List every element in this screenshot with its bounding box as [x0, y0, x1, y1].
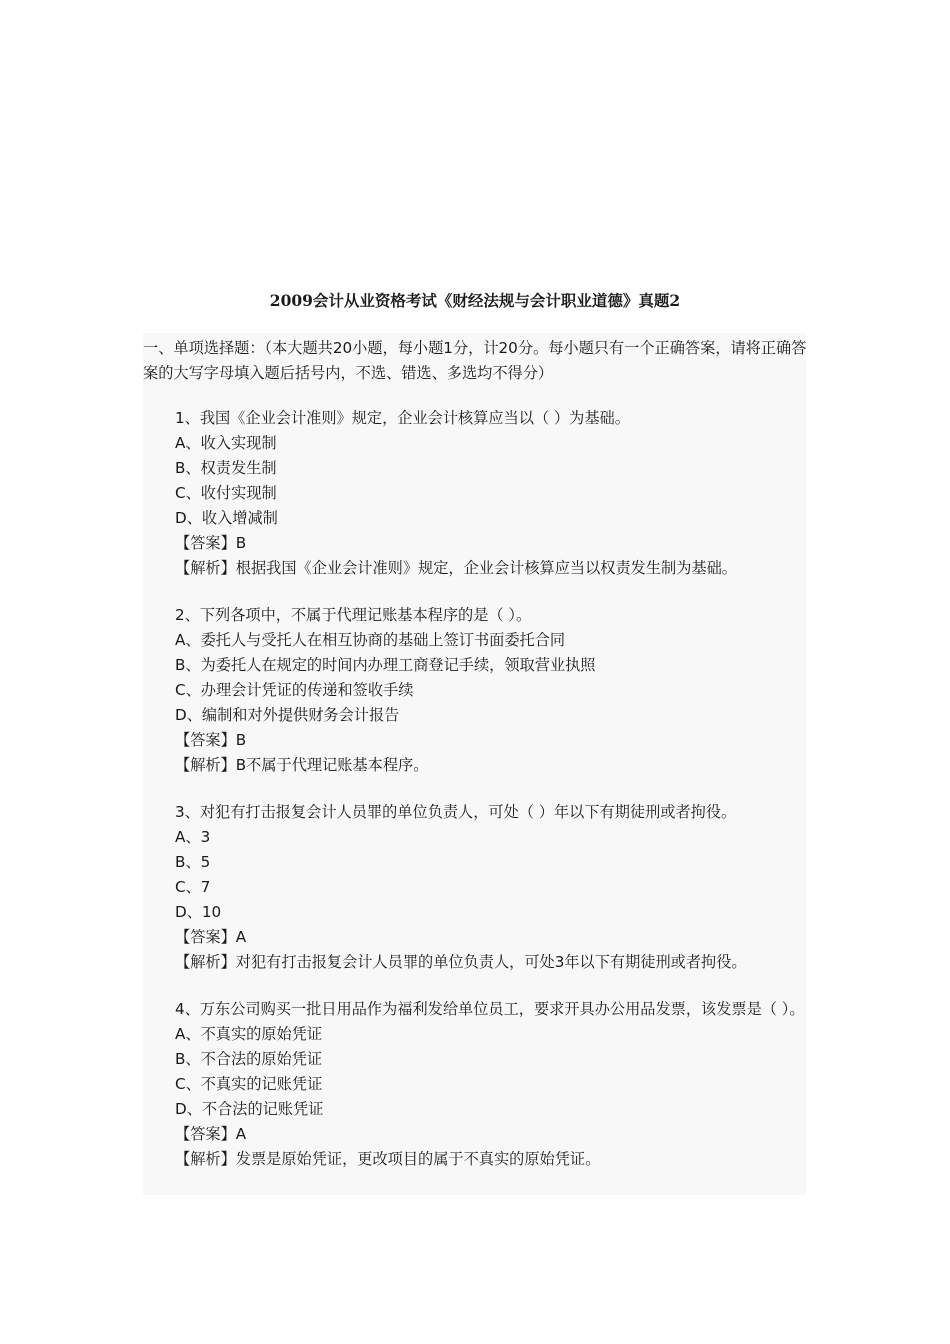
option-c: C、不真实的记账凭证 [175, 1075, 323, 1093]
answer: 【答案】A [175, 928, 247, 946]
answer: 【答案】A [175, 1125, 247, 1143]
analysis: 【解析】B不属于代理记账基本程序。 [175, 756, 429, 774]
document-title: 2009会计从业资格考试《财经法规与会计职业道德》真题2 [269, 291, 681, 310]
option-d: D、收入增减制 [175, 509, 278, 527]
option-b: B、不合法的原始凭证 [175, 1050, 323, 1068]
question-stem: 2、下列各项中，不属于代理记账基本程序的是（ ）。 [175, 606, 532, 624]
option-b: B、权责发生制 [175, 459, 277, 477]
question-stem: 3、对犯有打击报复会计人员罪的单位负责人，可处（ ）年以下有期徒刑或者拘役。 [175, 803, 737, 821]
option-a: A、3 [175, 828, 211, 846]
analysis: 【解析】根据我国《企业会计准则》规定，企业会计核算应当以权责发生制为基础。 [175, 559, 737, 577]
question-stem: 1、我国《企业会计准则》规定，企业会计核算应当以（ ）为基础。 [175, 409, 630, 427]
option-d: D、10 [175, 903, 222, 921]
option-a: A、委托人与受托人在相互协商的基础上签订书面委托合同 [175, 631, 566, 649]
option-d: D、编制和对外提供财务会计报告 [175, 706, 400, 724]
analysis: 【解析】发票是原始凭证，更改项目的属于不真实的原始凭证。 [175, 1150, 601, 1168]
question-stem: 4、万东公司购买一批日用品作为福利发给单位员工，要求开具办公用品发票，该发票是（ ）。 [175, 1000, 805, 1018]
answer: 【答案】B [175, 731, 247, 749]
question-1 [143, 406, 809, 581]
option-b: B、5 [175, 853, 211, 871]
option-c: C、收付实现制 [175, 484, 277, 502]
analysis: 【解析】对犯有打击报复会计人员罪的单位负责人，可处3年以下有期徒刑或者拘役。 [175, 953, 747, 971]
question-2 [143, 603, 809, 778]
question-list [143, 406, 809, 1194]
question-4 [143, 997, 809, 1172]
option-d: D、不合法的记账凭证 [175, 1100, 324, 1118]
question-3 [143, 800, 809, 975]
answer: 【答案】B [175, 534, 247, 552]
option-a: A、不真实的原始凭证 [175, 1025, 323, 1043]
option-b: B、为委托人在规定的时间内办理工商登记手续，领取营业执照 [175, 656, 596, 674]
section-intro: 一、单项选择题：（本大题共20小题，每小题1分，计20分。每小题只有一个正确答案，请将正确答案的大写字母填入题后括号内，不选、错选、多选均不得分） [143, 339, 807, 382]
option-a: A、收入实现制 [175, 434, 277, 452]
option-c: C、7 [175, 878, 211, 896]
option-c: C、办理会计凭证的传递和签收手续 [175, 681, 414, 699]
